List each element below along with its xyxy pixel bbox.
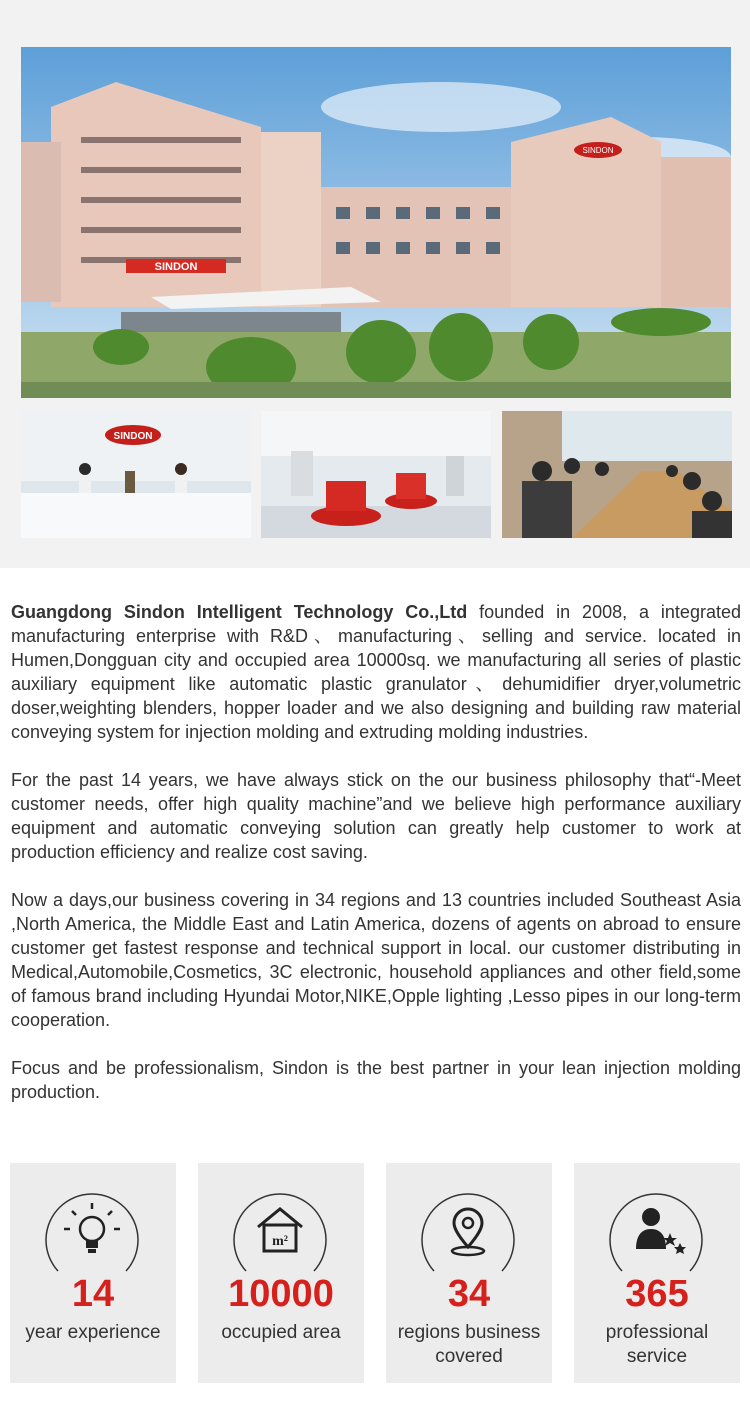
meeting-room-photo [502, 411, 732, 538]
stat-card-area [198, 1163, 364, 1383]
stat-label: professional service [605, 1322, 709, 1367]
svg-text:SINDON: SINDON [582, 146, 614, 155]
svg-text:SINDON: SINDON [113, 431, 153, 442]
intro-paragraph-2: For the past 14 years, we have always stick on the our business philosophy that“-Meet customer needs, offer high quality machine”and we believe high performance auxiliary equipment and automatic conveying solution can greatly help customer to work at production efficiency and realize cost saving. [11, 770, 741, 862]
factory-building-photo [21, 47, 731, 398]
svg-text:SINDON: SINDON [154, 261, 198, 273]
company-introduction [11, 600, 741, 1128]
stat-label: occupied area [221, 1322, 341, 1343]
showroom-photo [261, 411, 491, 538]
lightbulb-icon [40, 1181, 144, 1285]
intro-paragraph-4: Focus and be professionalism, Sindon is the best partner in your lean injection molding production. [11, 1058, 741, 1102]
stat-value: 365 [625, 1273, 689, 1315]
stat-value: 34 [447, 1273, 491, 1315]
stat-value: 10000 [228, 1273, 334, 1315]
intro-paragraph-3: Now a days,our business covering in 34 regions and 13 countries included Southeast Asia ,North America, the Middle East and Latin America, dozens of agents on abroad to ensure customer get fastest response and technical support in local. our customer distributing in Medical,Automobile,Cosmetics, 3C electronic, household appliances and other field,some of famous brand including Hyundai Motor,NIKE,Opple lighting ,Lesso pipes in our long-term cooperation. [11, 890, 741, 1030]
company-name: Guangdong Sindon Intelligent Technology Co.,Ltd [11, 602, 468, 622]
stat-label: regions business covered [397, 1322, 541, 1367]
person-stars-icon [604, 1181, 708, 1285]
stat-card-experience [10, 1163, 176, 1383]
reception-lobby-photo [21, 411, 251, 538]
stat-label: year experience [25, 1322, 161, 1343]
photo-gallery [0, 0, 750, 568]
stat-card-service [574, 1163, 740, 1383]
stat-value: 14 [71, 1273, 115, 1315]
svg-text:m²: m² [272, 1234, 288, 1249]
house-area-icon [228, 1181, 332, 1285]
location-pin-icon [416, 1181, 520, 1285]
intro-paragraph-1: Guangdong Sindon Intelligent Technology Co.,Ltd founded in 2008, a integrated manufacturing enterprise with R&D、manufacturing、selling and service. located in Humen,Dongguan city and occupied area 10000sq. we manufacturing all series of plastic auxiliary equipment like automatic plastic granulator、dehumidifier dryer,volumetric doser,weighting blenders, hopper loader and we also designing and building raw material conveying system for injection molding and extruding molding industries. [11, 602, 741, 742]
stat-card-regions [386, 1163, 552, 1383]
